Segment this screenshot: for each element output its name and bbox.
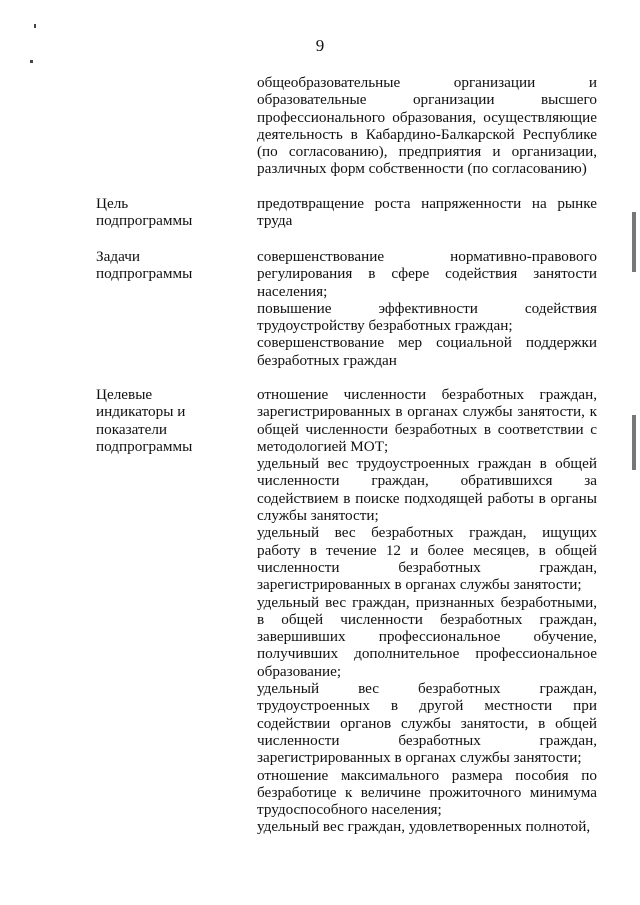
indicator-item: удельный вес граждан, признанных безработными, в общей численности безработных граждан, завершивших профессиональное обучение, получивших дополнительное профессиональное образование; (257, 593, 597, 680)
task-item: повышение эффективности содействия трудоустройству безработных граждан; (257, 299, 597, 335)
indicators-label-line: Целевые (96, 386, 153, 403)
goal-label (96, 195, 246, 230)
indicator-item: удельный вес безработных граждан, трудоустроенных в другой местности при содействии органов службы занятости, в общей численности безработных граждан, зарегистрированных в органах службы занятости; (257, 680, 597, 767)
tasks-label (96, 248, 246, 283)
tasks-label-line: Задачи (96, 248, 140, 265)
tasks-content (257, 248, 597, 369)
indicators-label-line: показатели (96, 420, 168, 438)
indicator-item: отношение численности безработных граждан, зарегистрированных в органах службы занятости, к общей численности безработных в соответствии с методологией МОТ; (257, 386, 597, 455)
intro-paragraph-block (257, 74, 597, 178)
scan-edge-mark (632, 212, 636, 272)
task-item: совершенствование мер социальной поддержки безработных граждан (257, 334, 597, 369)
intro-paragraph: общеобразовательные организации и образовательные организации высшего профессионального образования, осуществляющие деятельность в Кабардино-Балкарской Республике (по согласованию), предприятия и организации, различных форм собственности (по согласованию) (257, 74, 597, 178)
tasks-label-line: подпрограммы (96, 265, 193, 283)
page-number: 9 (315, 36, 325, 55)
indicator-item: удельный вес безработных граждан, ищущих работу в течение 12 и более месяцев, в общей численности безработных граждан, зарегистрированных в органах службы занятости; (257, 524, 597, 594)
indicators-label (96, 386, 246, 455)
scan-speck (34, 24, 36, 28)
goal-content (257, 195, 597, 230)
scan-edge-mark (632, 415, 636, 470)
task-item: совершенствование нормативно-правового регулирования в сфере содействия занятости населения; (257, 248, 597, 300)
goal-label-line: подпрограммы (96, 212, 193, 230)
scan-speck (30, 60, 33, 63)
indicators-content (257, 386, 597, 836)
goal-item: предотвращение роста напряженности на рынке труда (257, 195, 597, 230)
goal-label-line: Цель (96, 195, 129, 212)
indicator-item: отношение максимального размера пособия по безработице к величине прожиточного минимума трудоспособного населения; (257, 766, 597, 819)
indicators-label-line: подпрограммы (96, 437, 193, 455)
indicator-item: удельный вес граждан, удовлетворенных полнотой, (257, 818, 591, 836)
indicator-item: удельный вес трудоустроенных граждан в общей численности граждан, обратившихся за содействием в поиске подходящей работы в органы службы занятости; (257, 455, 597, 525)
indicators-label-line: индикаторы и (96, 403, 186, 421)
